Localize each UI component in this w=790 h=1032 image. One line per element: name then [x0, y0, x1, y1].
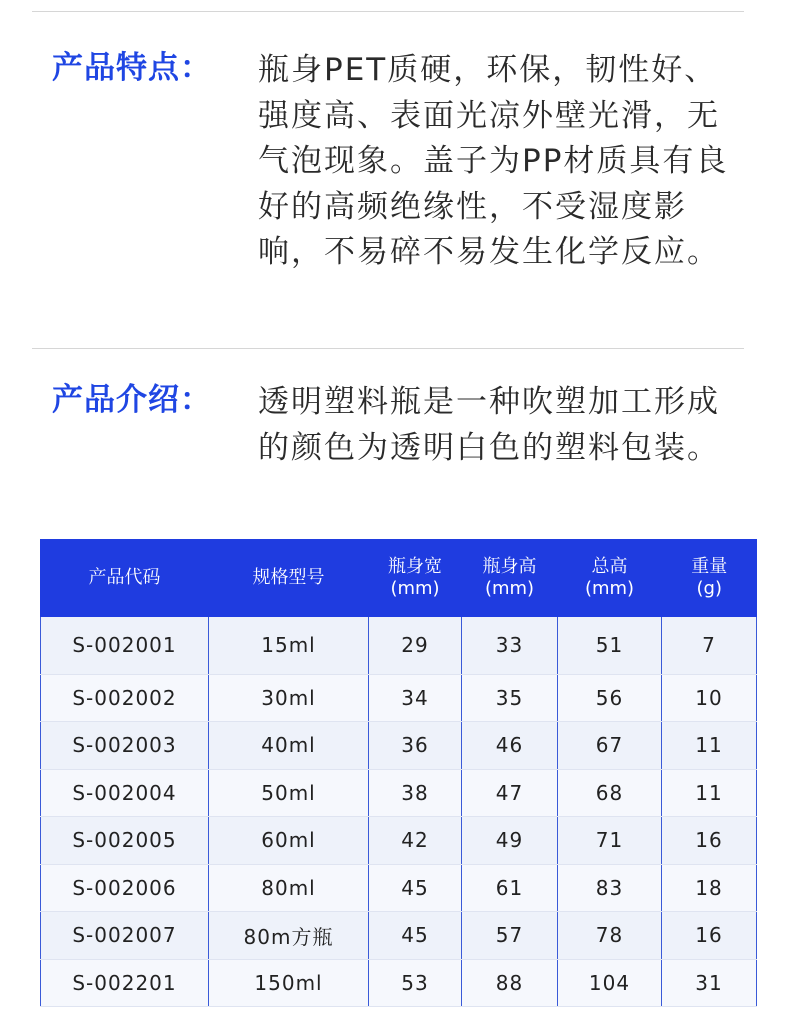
table-row	[41, 864, 757, 912]
cell-weight: 31	[662, 959, 757, 1007]
cell-spec-model: 40ml	[209, 722, 369, 770]
cell-spec-model: 150ml	[209, 959, 369, 1007]
header-label: 产品代码	[88, 567, 161, 588]
header-unit: (mm)	[484, 578, 535, 599]
cell-spec-model: 50ml	[209, 769, 369, 817]
table-header-row	[41, 539, 757, 617]
cell-weight: 18	[662, 864, 757, 912]
cell-weight: 7	[662, 617, 757, 674]
cell-weight: 11	[662, 769, 757, 817]
cell-spec-model: 80m方瓶	[209, 912, 369, 960]
cell-body-height: 35	[462, 674, 558, 722]
middle-divider	[32, 348, 744, 349]
cell-body-width: 36	[369, 722, 462, 770]
cell-body-width: 45	[369, 912, 462, 960]
cell-body-width: 34	[369, 674, 462, 722]
cell-total-height: 51	[558, 617, 662, 674]
cell-product-code: S-002005	[41, 817, 209, 865]
table-row	[41, 769, 757, 817]
table-row	[41, 959, 757, 1007]
table-row	[41, 674, 757, 722]
cell-weight: 10	[662, 674, 757, 722]
cell-product-code: S-002003	[41, 722, 209, 770]
header-body-height	[462, 539, 558, 617]
cell-body-width: 53	[369, 959, 462, 1007]
cell-product-code: S-002201	[41, 959, 209, 1007]
cell-product-code: S-002002	[41, 674, 209, 722]
header-weight	[662, 539, 757, 617]
cell-spec-model: 15ml	[209, 617, 369, 674]
header-product-code	[41, 539, 209, 617]
header-unit: (mm)	[584, 578, 635, 599]
cell-body-height: 49	[462, 817, 558, 865]
spec-table	[40, 539, 757, 1007]
table-row	[41, 817, 757, 865]
cell-body-height: 47	[462, 769, 558, 817]
cell-spec-model: 80ml	[209, 864, 369, 912]
table-row	[41, 617, 757, 674]
header-total-height	[558, 539, 662, 617]
cell-weight: 16	[662, 817, 757, 865]
cell-total-height: 78	[558, 912, 662, 960]
cell-body-width: 38	[369, 769, 462, 817]
intro-text: 透明塑料瓶是一种吹塑加工形成的颜色为透明白色的塑料包装。	[258, 384, 720, 466]
cell-total-height: 104	[558, 959, 662, 1007]
features-section	[0, 46, 790, 326]
cell-body-width: 45	[369, 864, 462, 912]
cell-total-height: 67	[558, 722, 662, 770]
cell-body-height: 33	[462, 617, 558, 674]
cell-product-code: S-002001	[41, 617, 209, 674]
header-label: 规格型号	[252, 567, 325, 588]
header-label: 总高	[591, 556, 628, 577]
cell-body-height: 46	[462, 722, 558, 770]
header-label: 瓶身高	[482, 556, 537, 577]
cell-total-height: 71	[558, 817, 662, 865]
header-spec-model	[209, 539, 369, 617]
cell-body-height: 88	[462, 959, 558, 1007]
cell-product-code: S-002006	[41, 864, 209, 912]
cell-body-width: 42	[369, 817, 462, 865]
table-row	[41, 912, 757, 960]
top-divider	[32, 11, 744, 12]
cell-weight: 16	[662, 912, 757, 960]
cell-spec-model: 30ml	[209, 674, 369, 722]
cell-body-width: 29	[369, 617, 462, 674]
header-body-width	[369, 539, 462, 617]
header-label: 重量	[691, 556, 728, 577]
cell-body-height: 61	[462, 864, 558, 912]
cell-product-code: S-002007	[41, 912, 209, 960]
intro-section	[0, 378, 790, 518]
features-text: 瓶身PET质硬，环保，韧性好、强度高、表面光凉外壁光滑，无气泡现象。盖子为PP材质具有良好的高频绝缘性，不受湿度影响，不易碎不易发生化学反应。	[258, 52, 729, 270]
cell-product-code: S-002004	[41, 769, 209, 817]
features-label: 产品特点：	[52, 50, 212, 86]
cell-body-height: 57	[462, 912, 558, 960]
cell-total-height: 68	[558, 769, 662, 817]
cell-spec-model: 60ml	[209, 817, 369, 865]
header-unit: (mm)	[390, 578, 440, 599]
header-unit: (g)	[696, 578, 722, 599]
table-row	[41, 722, 757, 770]
cell-total-height: 83	[558, 864, 662, 912]
cell-weight: 11	[662, 722, 757, 770]
intro-label: 产品介绍：	[52, 382, 212, 418]
cell-total-height: 56	[558, 674, 662, 722]
header-label: 瓶身宽	[388, 556, 442, 577]
